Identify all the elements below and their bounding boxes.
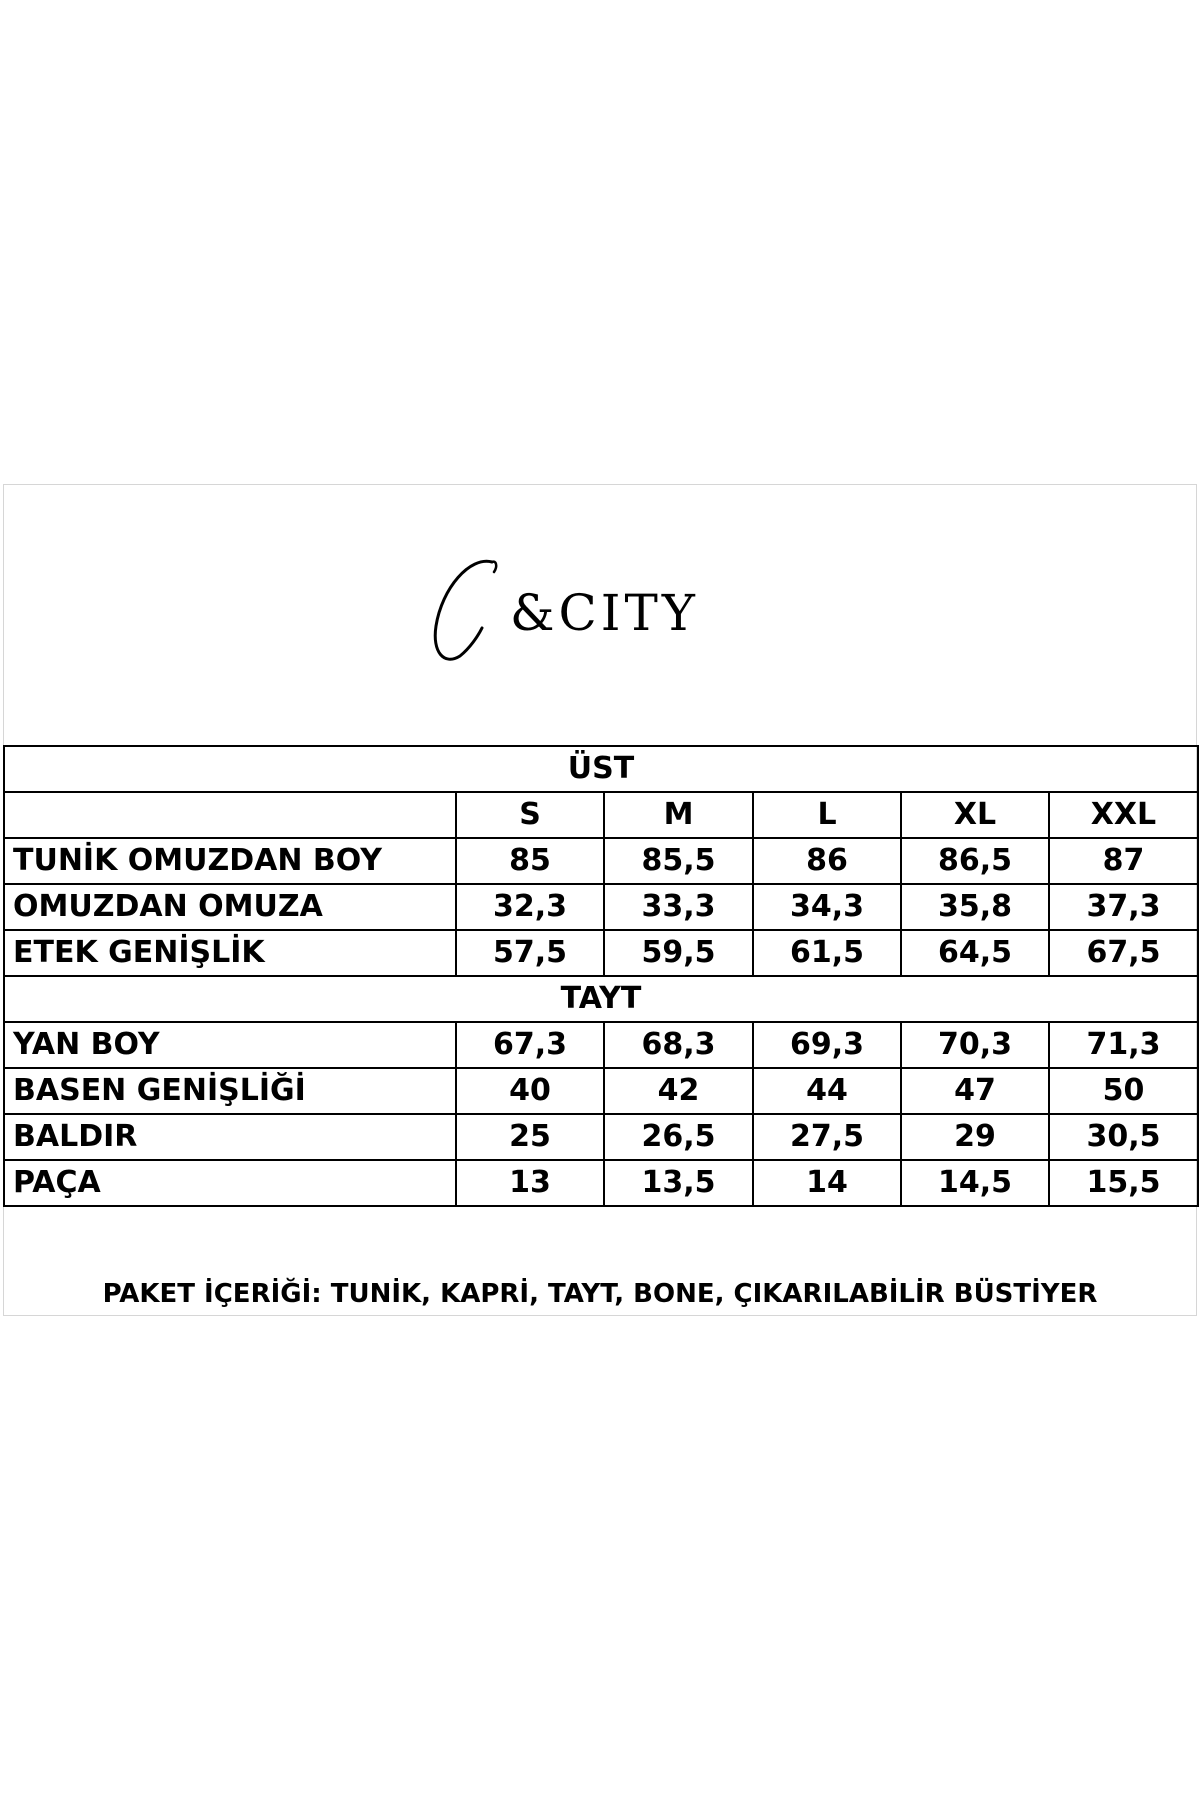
measurement-cell: 32,3: [456, 884, 604, 930]
section-header-tayt: [4, 976, 1198, 1022]
measurement-cell: 71,3: [1049, 1022, 1198, 1068]
size-label: S: [456, 792, 604, 838]
measurement-cell: 30,5: [1049, 1114, 1198, 1160]
row-label: YAN BOY: [4, 1022, 456, 1068]
row-label: PAÇA: [4, 1160, 456, 1206]
table-row: [4, 930, 1198, 976]
section-title: TAYT: [4, 976, 1198, 1022]
measurement-cell: 13: [456, 1160, 604, 1206]
measurement-cell: 33,3: [604, 884, 753, 930]
brand-logo: [430, 548, 730, 678]
measurement-cell: 86,5: [901, 838, 1049, 884]
package-contents-note: PAKET İÇERİĞİ: TUNİK, KAPRİ, TAYT, BONE, ÇIKARILABİLİR BÜSTİYER: [102, 1279, 1098, 1309]
size-table: [3, 745, 1199, 1207]
brand-logo-mark: [430, 548, 730, 678]
measurement-cell: 57,5: [456, 930, 604, 976]
measurement-cell: 64,5: [901, 930, 1049, 976]
measurement-cell: 69,3: [753, 1022, 901, 1068]
measurement-cell: 85: [456, 838, 604, 884]
measurement-cell: 13,5: [604, 1160, 753, 1206]
measurement-cell: 85,5: [604, 838, 753, 884]
measurement-cell: 14: [753, 1160, 901, 1206]
measurement-cell: 37,3: [1049, 884, 1198, 930]
measurement-cell: 25: [456, 1114, 604, 1160]
measurement-cell: 68,3: [604, 1022, 753, 1068]
row-label: BALDIR: [4, 1114, 456, 1160]
size-label: L: [753, 792, 901, 838]
table-row: [4, 1160, 1198, 1206]
measurement-cell: 42: [604, 1068, 753, 1114]
measurement-cell: 47: [901, 1068, 1049, 1114]
measurement-cell: 67,5: [1049, 930, 1198, 976]
measurement-cell: 59,5: [604, 930, 753, 976]
section-title: ÜST: [4, 746, 1198, 792]
row-label: OMUZDAN OMUZA: [4, 884, 456, 930]
svg-text:&CITY: &CITY: [510, 584, 699, 642]
measurement-cell: 35,8: [901, 884, 1049, 930]
table-row: [4, 1068, 1198, 1114]
table-row: [4, 1114, 1198, 1160]
measurement-cell: 26,5: [604, 1114, 753, 1160]
size-label: XXL: [1049, 792, 1198, 838]
measurement-cell: 44: [753, 1068, 901, 1114]
measurement-cell: 29: [901, 1114, 1049, 1160]
measurement-cell: 40: [456, 1068, 604, 1114]
size-header-blank: [4, 792, 456, 838]
measurement-cell: 50: [1049, 1068, 1198, 1114]
measurement-cell: 87: [1049, 838, 1198, 884]
table-row: [4, 838, 1198, 884]
table-row: [4, 884, 1198, 930]
measurement-cell: 61,5: [753, 930, 901, 976]
measurement-cell: 86: [753, 838, 901, 884]
measurement-cell: 67,3: [456, 1022, 604, 1068]
measurement-cell: 34,3: [753, 884, 901, 930]
row-label: ETEK GENİŞLİK: [4, 930, 456, 976]
section-header-ust: [4, 746, 1198, 792]
measurement-cell: 14,5: [901, 1160, 1049, 1206]
size-label: M: [604, 792, 753, 838]
measurement-cell: 70,3: [901, 1022, 1049, 1068]
measurement-cell: 15,5: [1049, 1160, 1198, 1206]
size-label: XL: [901, 792, 1049, 838]
row-label: BASEN GENİŞLİĞİ: [4, 1068, 456, 1114]
table-row: [4, 1022, 1198, 1068]
size-header-row: [4, 792, 1198, 838]
measurement-cell: 27,5: [753, 1114, 901, 1160]
row-label: TUNİK OMUZDAN BOY: [4, 838, 456, 884]
